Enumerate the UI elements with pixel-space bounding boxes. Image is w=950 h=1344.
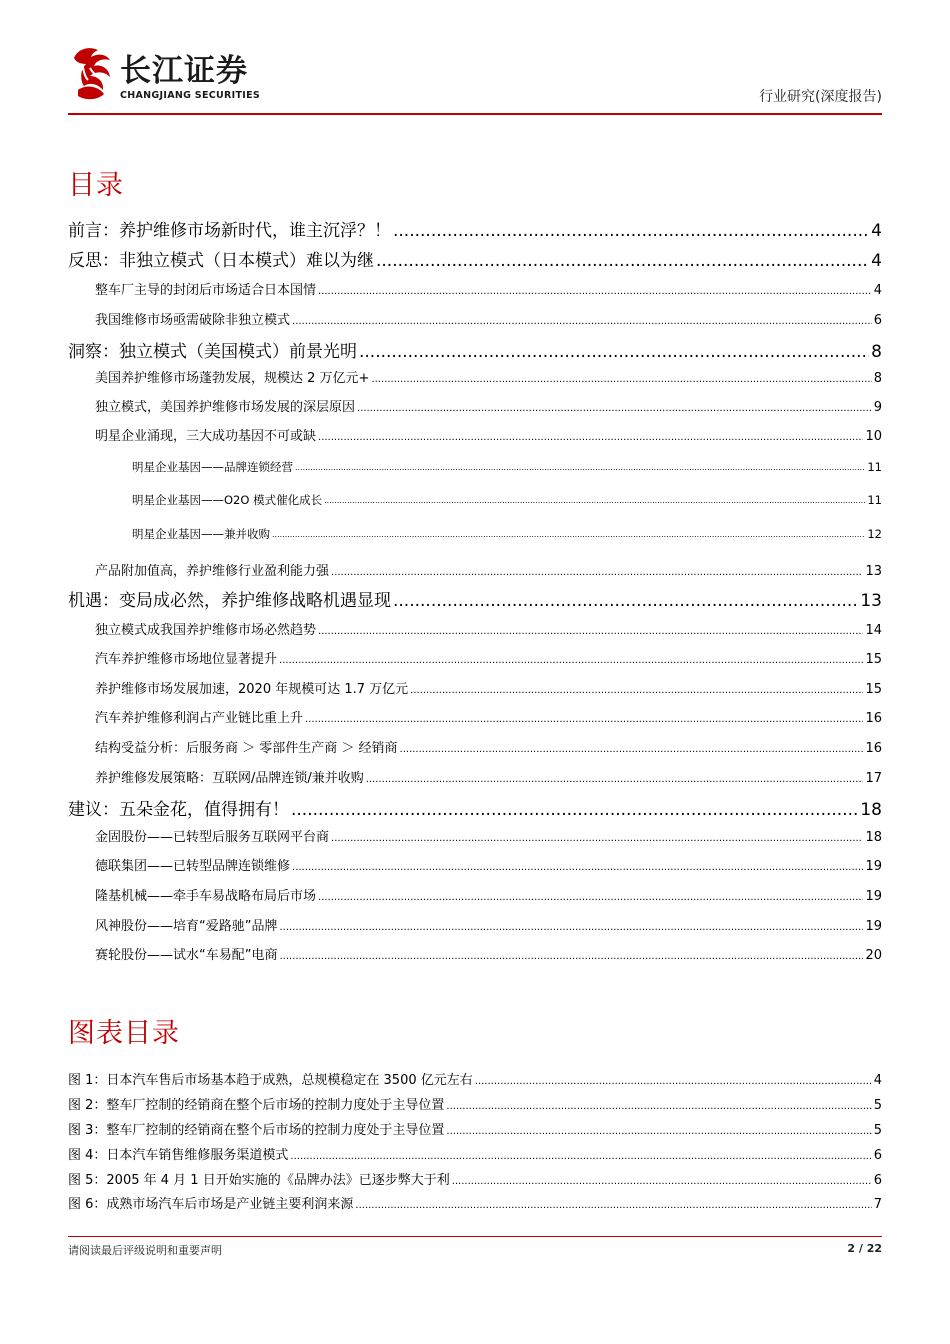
toc-entry-title: 结构受益分析：后服务商 ＞ 零部件生产商 ＞ 经销商 [95, 741, 398, 756]
toc-entry[interactable] [68, 563, 882, 581]
toc-entry-page: 8 [871, 342, 882, 362]
dot-leader [359, 341, 869, 363]
toc-entry-page: 19 [865, 889, 882, 904]
toc-entry[interactable] [68, 770, 882, 788]
toc-entry-title: 金固股份——已转型后服务互联网平台商 [95, 830, 330, 845]
footer-page-number: 2 / 22 [847, 1242, 882, 1255]
dot-leader [366, 772, 864, 788]
dot-leader [305, 712, 863, 728]
figure-entry[interactable] [68, 1147, 882, 1165]
dot-leader [295, 461, 865, 475]
toc-entry[interactable] [68, 829, 882, 847]
figure-entry[interactable] [68, 1097, 882, 1115]
toc-entry-title: 明星企业基因——品牌连锁经营 [132, 460, 293, 474]
toc-entry[interactable] [68, 590, 882, 612]
toc-entry[interactable] [68, 918, 882, 936]
toc-entry-page: 13 [865, 564, 882, 579]
toc-entry[interactable] [68, 740, 882, 758]
logo-chinese-name: 长江证券 [120, 53, 248, 89]
toc-entry-page: 15 [865, 652, 882, 667]
figure-entry-title: 图 6：成熟市场汽车后市场是产业链主要利润来源 [68, 1197, 354, 1212]
dot-leader [324, 494, 865, 508]
toc-entry[interactable] [68, 370, 882, 388]
toc-entry[interactable] [68, 947, 882, 965]
toc-entry-title: 我国维修市场亟需破除非独立模式 [95, 313, 291, 328]
toc-entry-title: 反思：非独立模式（日本模式）难以为继 [68, 251, 374, 271]
dot-leader [357, 401, 872, 417]
toc-entry-page: 10 [865, 429, 882, 444]
toc-entry-title: 隆基机械——牵手车易战略布局后市场 [95, 889, 317, 904]
figure-entry-title: 图 1：日本汽车售后市场基本趋于成熟，总规模稳定在 3500 亿元左右 [68, 1073, 473, 1088]
dot-leader [318, 430, 863, 446]
toc-entry-page: 13 [860, 591, 882, 611]
toc-entry-page: 20 [865, 948, 882, 963]
figure-entry-title: 图 4：日本汽车销售维修服务渠道模式 [68, 1148, 289, 1163]
dot-leader [291, 799, 858, 821]
header-divider [68, 113, 882, 115]
dot-leader [279, 920, 863, 936]
dot-leader [393, 220, 869, 242]
dot-leader [292, 860, 863, 876]
figure-entry[interactable] [68, 1172, 882, 1190]
dot-leader [331, 565, 863, 581]
logo-english-name: CHANGJIANG SECURITIES [120, 90, 261, 101]
toc-entry-title: 美国养护维修市场蓬勃发展，规模达 2 万亿元+ [95, 371, 370, 386]
figure-entry-page: 4 [873, 1073, 882, 1088]
toc-entry-page: 12 [867, 527, 882, 541]
dot-leader [318, 624, 863, 640]
dot-leader [410, 683, 863, 699]
footer-divider [68, 1236, 882, 1237]
toc-entry[interactable] [68, 858, 882, 876]
toc-entry-title: 德联集团——已转型品牌连锁维修 [95, 859, 291, 874]
dot-leader [446, 1124, 871, 1140]
dot-leader [279, 653, 863, 669]
figure-entry-page: 7 [873, 1197, 882, 1212]
toc-entry-page: 18 [860, 800, 882, 820]
dot-leader [393, 590, 858, 612]
figure-entry-page: 5 [873, 1098, 882, 1113]
dot-leader [475, 1074, 872, 1090]
toc-entry-title: 汽车养护维修利润占产业链比重上升 [95, 711, 304, 726]
dot-leader [376, 250, 869, 272]
toc-entry-page: 18 [865, 830, 882, 845]
dot-leader [452, 1174, 872, 1190]
toc-entry[interactable] [68, 526, 882, 542]
report-type-label: 行业研究(深度报告) [759, 89, 882, 105]
dot-leader [279, 949, 863, 965]
dot-leader [446, 1099, 871, 1115]
figure-entry-title: 图 3：整车厂控制的经销商在整个后市场的控制力度处于主导位置 [68, 1123, 445, 1138]
toc-entry-title: 明星企业基因——兼并收购 [132, 527, 270, 541]
toc-entry-page: 17 [865, 771, 882, 786]
figure-entry-page: 6 [873, 1173, 882, 1188]
dot-leader [272, 528, 865, 542]
dot-leader [290, 1149, 871, 1165]
figure-entry-page: 5 [873, 1123, 882, 1138]
figure-entry[interactable] [68, 1072, 882, 1090]
toc-entry-page: 14 [865, 623, 882, 638]
toc-entry-page: 16 [865, 711, 882, 726]
toc-entry-page: 8 [873, 371, 882, 386]
toc-entry[interactable] [68, 681, 882, 699]
toc-entry[interactable] [68, 282, 882, 300]
dot-leader [371, 372, 871, 388]
toc-entry[interactable] [68, 888, 882, 906]
toc-title: 目录 [68, 170, 124, 201]
toc-entry-title: 明星企业基因——O2O 模式催化成长 [132, 493, 323, 507]
toc-entry-page: 16 [865, 741, 882, 756]
toc-entry[interactable] [68, 622, 882, 640]
toc-entry-title: 风神股份——培育“爱路驰”品牌 [95, 919, 278, 934]
toc-entry-title: 赛轮股份——试水“车易配”电商 [95, 948, 278, 963]
toc-entry-page: 9 [873, 400, 882, 415]
toc-entry-page: 4 [871, 221, 882, 241]
toc-entry-title: 汽车养护维修市场地位显著提升 [95, 652, 278, 667]
toc-entry[interactable] [68, 799, 882, 821]
toc-entry-page: 6 [873, 313, 882, 328]
toc-entry-title: 洞察：独立模式（美国模式）前景光明 [68, 342, 357, 362]
toc-entry-title: 明星企业涌现，三大成功基因不可或缺 [95, 429, 317, 444]
toc-entry[interactable] [68, 341, 882, 363]
toc-entry-page: 11 [867, 493, 882, 507]
toc-entry-page: 4 [871, 251, 882, 271]
toc-entry-title: 独立模式，美国养护维修市场发展的深层原因 [95, 400, 356, 415]
toc-entry-page: 19 [865, 859, 882, 874]
toc-entry-title: 产品附加值高，养护维修行业盈利能力强 [95, 564, 330, 579]
toc-entry[interactable] [68, 250, 882, 272]
toc-entry-page: 11 [867, 460, 882, 474]
toc-entry[interactable] [68, 492, 882, 508]
toc-entry[interactable] [68, 710, 882, 728]
figure-entry-page: 6 [873, 1148, 882, 1163]
dot-leader [331, 831, 863, 847]
toc-entry-page: 15 [865, 682, 882, 697]
page-header [68, 44, 882, 114]
toc-entry[interactable] [68, 399, 882, 417]
figure-list-title: 图表目录 [68, 1018, 180, 1049]
dot-leader [355, 1198, 871, 1214]
figure-entry-title: 图 2：整车厂控制的经销商在整个后市场的控制力度处于主导位置 [68, 1098, 445, 1113]
toc-entry-title: 整车厂主导的封闭后市场适合日本国情 [95, 283, 317, 298]
dot-leader [400, 742, 864, 758]
toc-entry-title: 机遇：变局成必然，养护维修战略机遇显现 [68, 591, 391, 611]
toc-entry-title: 独立模式成我国养护维修市场必然趋势 [95, 623, 317, 638]
figure-entry[interactable] [68, 1196, 882, 1214]
footer-disclaimer: 请阅读最后评级说明和重要声明 [68, 1244, 222, 1257]
dot-leader [318, 284, 872, 300]
toc-entry-page: 19 [865, 919, 882, 934]
toc-entry[interactable] [68, 459, 882, 475]
toc-entry[interactable] [68, 312, 882, 330]
figure-entry[interactable] [68, 1122, 882, 1140]
figure-entry-title: 图 5：2005 年 4 月 1 日开始实施的《品牌办法》已逐步弊大于利 [68, 1173, 450, 1188]
toc-entry[interactable] [68, 220, 882, 242]
dot-leader [318, 890, 863, 906]
toc-entry[interactable] [68, 428, 882, 446]
toc-entry-title: 建议：五朵金花，值得拥有！ [68, 800, 289, 820]
toc-entry-title: 养护维修发展策略：互联网/品牌连锁/兼并收购 [95, 771, 364, 786]
changjiang-logo-icon [68, 44, 114, 104]
toc-entry-page: 4 [873, 283, 882, 298]
dot-leader [292, 314, 872, 330]
toc-entry-title: 前言：养护维修市场新时代，谁主沉浮？！ [68, 221, 391, 241]
toc-entry[interactable] [68, 651, 882, 669]
toc-entry-title: 养护维修市场发展加速，2020 年规模可达 1.7 万亿元 [95, 682, 409, 697]
